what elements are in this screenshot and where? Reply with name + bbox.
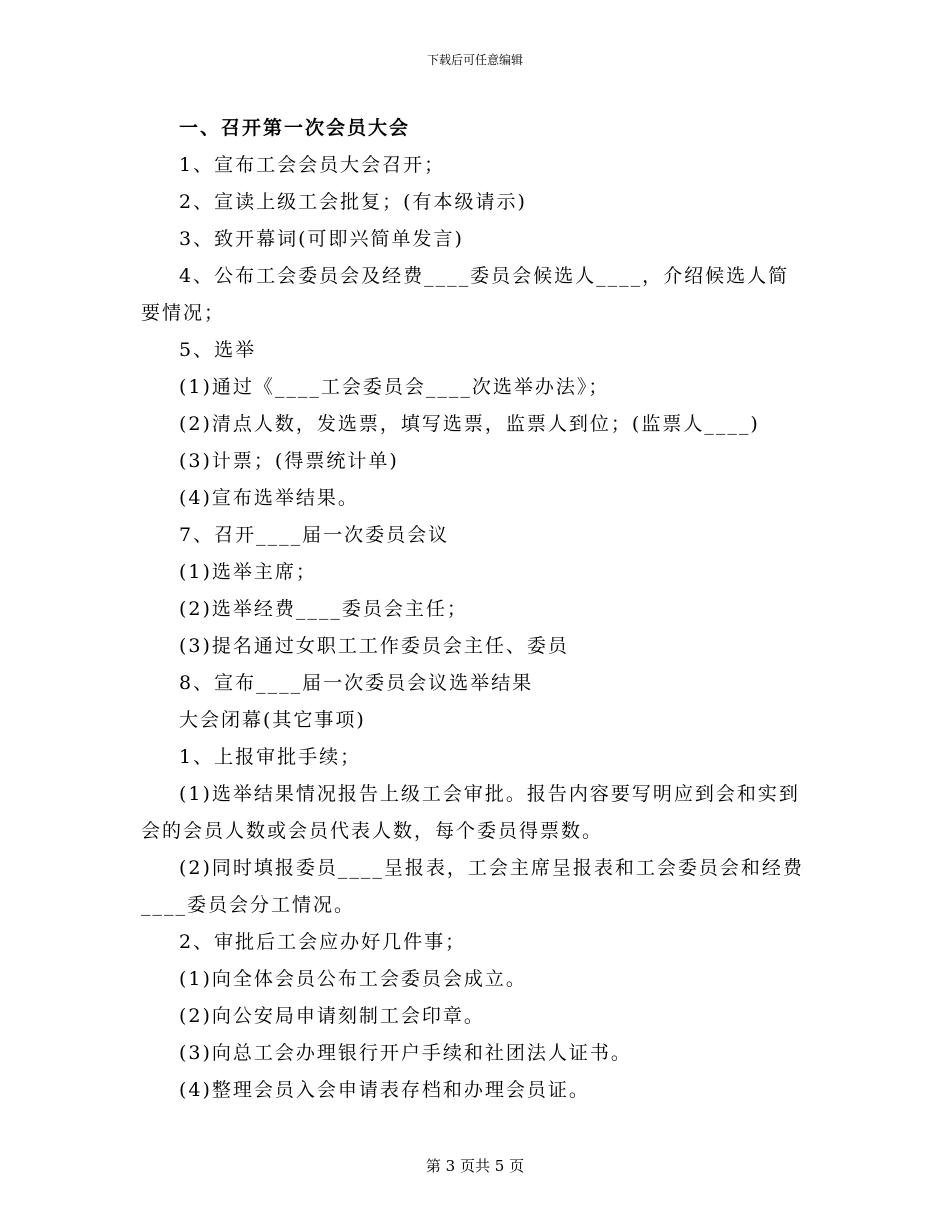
paragraph: 8、宣布____届一次委员会议选举结果: [179, 672, 534, 694]
paragraph: (2)清点人数，发选票，填写选票，监票人到位；(监票人____): [179, 413, 760, 435]
paragraph: 2、审批后工会应办好几件事；: [179, 931, 467, 953]
paragraph: (4)宣布选举结果。: [179, 487, 359, 509]
paragraph: 1、宣布工会会员大会召开；: [179, 154, 446, 176]
paragraph: (2)同时填报委员____呈报表，工会主席呈报表和工会委员会和经费____委员会分工情况。: [141, 857, 804, 916]
page-footer: 第 3 页共 5 页: [425, 1157, 525, 1175]
paragraph: (1)选举主席；: [179, 561, 317, 583]
paragraph: (4)整理会员入会申请表存档和办理会员证。: [179, 1079, 590, 1101]
paragraph: 1、上报审批手续；: [179, 746, 362, 768]
paragraph: (2)选举经费____委员会主任；: [179, 598, 468, 620]
paragraph: (2)向公安局申请刻制工会印章。: [179, 1005, 485, 1027]
paragraph: (3)计票；(得票统计单): [179, 450, 399, 472]
paragraph: 大会闭幕(其它事项): [179, 709, 366, 731]
paragraph: 4、公布工会委员会及经费____委员会候选人____，介绍候选人简要情况；: [141, 265, 790, 324]
paragraph: (1)选举结果情况报告上级工会审批。报告内容要写明应到会和实到会的会员人数或会员代表人数，每个委员得票数。: [141, 783, 800, 842]
paragraph: (3)向总工会办理银行开户手续和社团法人证书。: [179, 1042, 632, 1064]
paragraph: 3、致开幕词(可即兴简单发言): [179, 228, 464, 250]
paragraph: 7、召开____届一次委员会议: [179, 524, 450, 546]
paragraph: 2、宣读上级工会批复；(有本级请示): [179, 191, 527, 213]
paragraph: (1)向全体会员公布工会委员会成立。: [179, 968, 527, 990]
page-header: 下载后可任意编辑: [426, 53, 523, 67]
document-body: [141, 110, 806, 1109]
paragraph: (3)提名通过女职工工作委员会主任、委员: [179, 635, 569, 657]
paragraph: 5、选举: [179, 339, 257, 361]
section-title: 一、召开第一次会员大会: [179, 117, 411, 139]
paragraph: (1)通过《____工会委员会____次选举办法》；: [179, 376, 610, 398]
